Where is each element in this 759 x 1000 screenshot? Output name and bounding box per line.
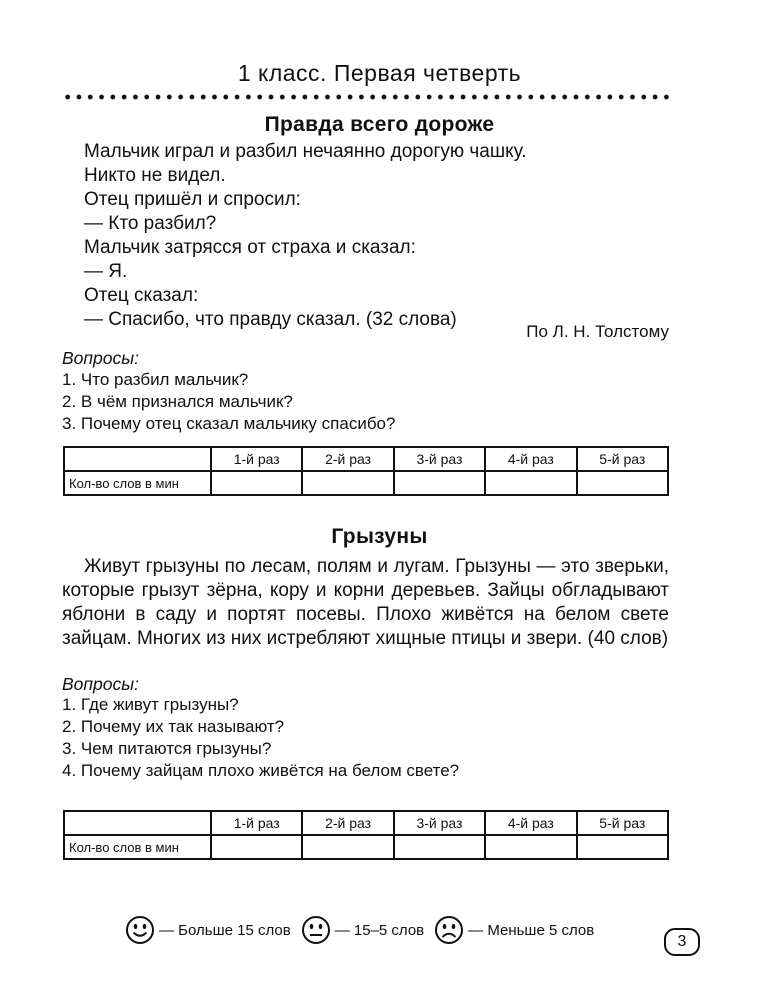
table-header-cell: 3-й раз — [394, 811, 485, 835]
entry-cell[interactable] — [302, 835, 393, 859]
story-title: Правда всего дороже — [264, 113, 495, 136]
legend — [125, 915, 604, 945]
story-attribution: По Л. Н. Толстому — [526, 322, 669, 341]
entry-cell[interactable] — [577, 835, 668, 859]
table-row — [64, 835, 668, 859]
story-text — [84, 140, 527, 332]
entry-cell[interactable] — [394, 471, 485, 495]
legend-item — [125, 915, 291, 945]
table-header-cell: 4-й раз — [485, 811, 576, 835]
dotted-divider — [62, 93, 672, 101]
question-item: 1. Что разбил мальчик? — [62, 370, 249, 389]
text-line: Отец пришёл и спросил: — [84, 189, 301, 210]
entry-cell[interactable] — [211, 835, 302, 859]
question-item: 3. Почему отец сказал мальчику спасибо? — [62, 414, 396, 433]
entry-cell[interactable] — [394, 835, 485, 859]
table-corner-cell — [64, 811, 211, 835]
table-header-row — [64, 447, 668, 471]
story-title: Грызуны — [331, 525, 428, 548]
sad-face-icon — [434, 915, 464, 945]
entry-cell[interactable] — [211, 471, 302, 495]
table-header-cell: 1-й раз — [211, 447, 302, 471]
question-item: 4. Почему зайцам плохо живётся на белом свете? — [62, 761, 460, 780]
entry-cell[interactable] — [485, 835, 576, 859]
text-line: Мальчик играл и разбил нечаянно дорогую чашку. — [84, 141, 527, 162]
entry-cell[interactable] — [577, 471, 668, 495]
legend-item — [301, 915, 424, 945]
page-header: 1 класс. Первая четверть — [237, 60, 522, 86]
neutral-face-icon — [301, 915, 331, 945]
story-paragraph: Живут грызуны по лесам, полям и лугам. Грызуны — это зверьки, которые грызут зёрна, кору и корни деревьев. Зайцы обгладывают яблони в саду и портят посевы. Плохо живётся на белом свете зайцам. Многих из них истребляют хищные птицы и звери. (40 слов) — [62, 556, 669, 649]
question-item: 3. Чем питаются грызуны? — [62, 739, 272, 758]
table-header-cell: 2-й раз — [302, 811, 393, 835]
legend-text: — 15–5 слов — [334, 921, 425, 939]
table-header-cell: 5-й раз — [577, 447, 668, 471]
entry-cell[interactable] — [302, 471, 393, 495]
text-line: — Кто разбил? — [84, 213, 217, 234]
row-label: Кол-во слов в мин — [64, 471, 211, 495]
question-item: 1. Где живут грызуны? — [62, 695, 239, 714]
entry-cell[interactable] — [485, 471, 576, 495]
reading-speed-table — [63, 810, 669, 860]
legend-text: — Меньше 5 слов — [468, 921, 595, 939]
table-header-cell: 3-й раз — [394, 447, 485, 471]
table-corner-cell — [64, 447, 211, 471]
questions-heading: Вопросы: — [62, 674, 139, 694]
reading-speed-table — [63, 446, 669, 496]
text-line: — Я. — [84, 261, 128, 282]
text-line: Отец сказал: — [84, 285, 199, 306]
table-header-cell: 4-й раз — [485, 447, 576, 471]
questions-list — [62, 694, 459, 782]
row-label: Кол-во слов в мин — [64, 835, 211, 859]
questions-heading: Вопросы: — [62, 348, 139, 368]
text-line: — Спасибо, что правду сказал. (32 слова) — [84, 309, 457, 330]
page-number: 3 — [664, 928, 700, 956]
question-item: 2. В чём признался мальчик? — [62, 392, 293, 411]
table-header-row — [64, 811, 668, 835]
table-header-cell: 2-й раз — [302, 447, 393, 471]
questions-list — [62, 369, 395, 435]
legend-item — [434, 915, 594, 945]
legend-text: — Больше 15 слов — [159, 921, 291, 939]
question-item: 2. Почему их так называют? — [62, 717, 285, 736]
table-row — [64, 471, 668, 495]
table-header-cell: 1-й раз — [211, 811, 302, 835]
text-line: Никто не видел. — [84, 165, 226, 186]
text-line: Мальчик затрясся от страха и сказал: — [84, 237, 416, 258]
table-header-cell: 5-й раз — [577, 811, 668, 835]
happy-face-icon — [125, 915, 155, 945]
